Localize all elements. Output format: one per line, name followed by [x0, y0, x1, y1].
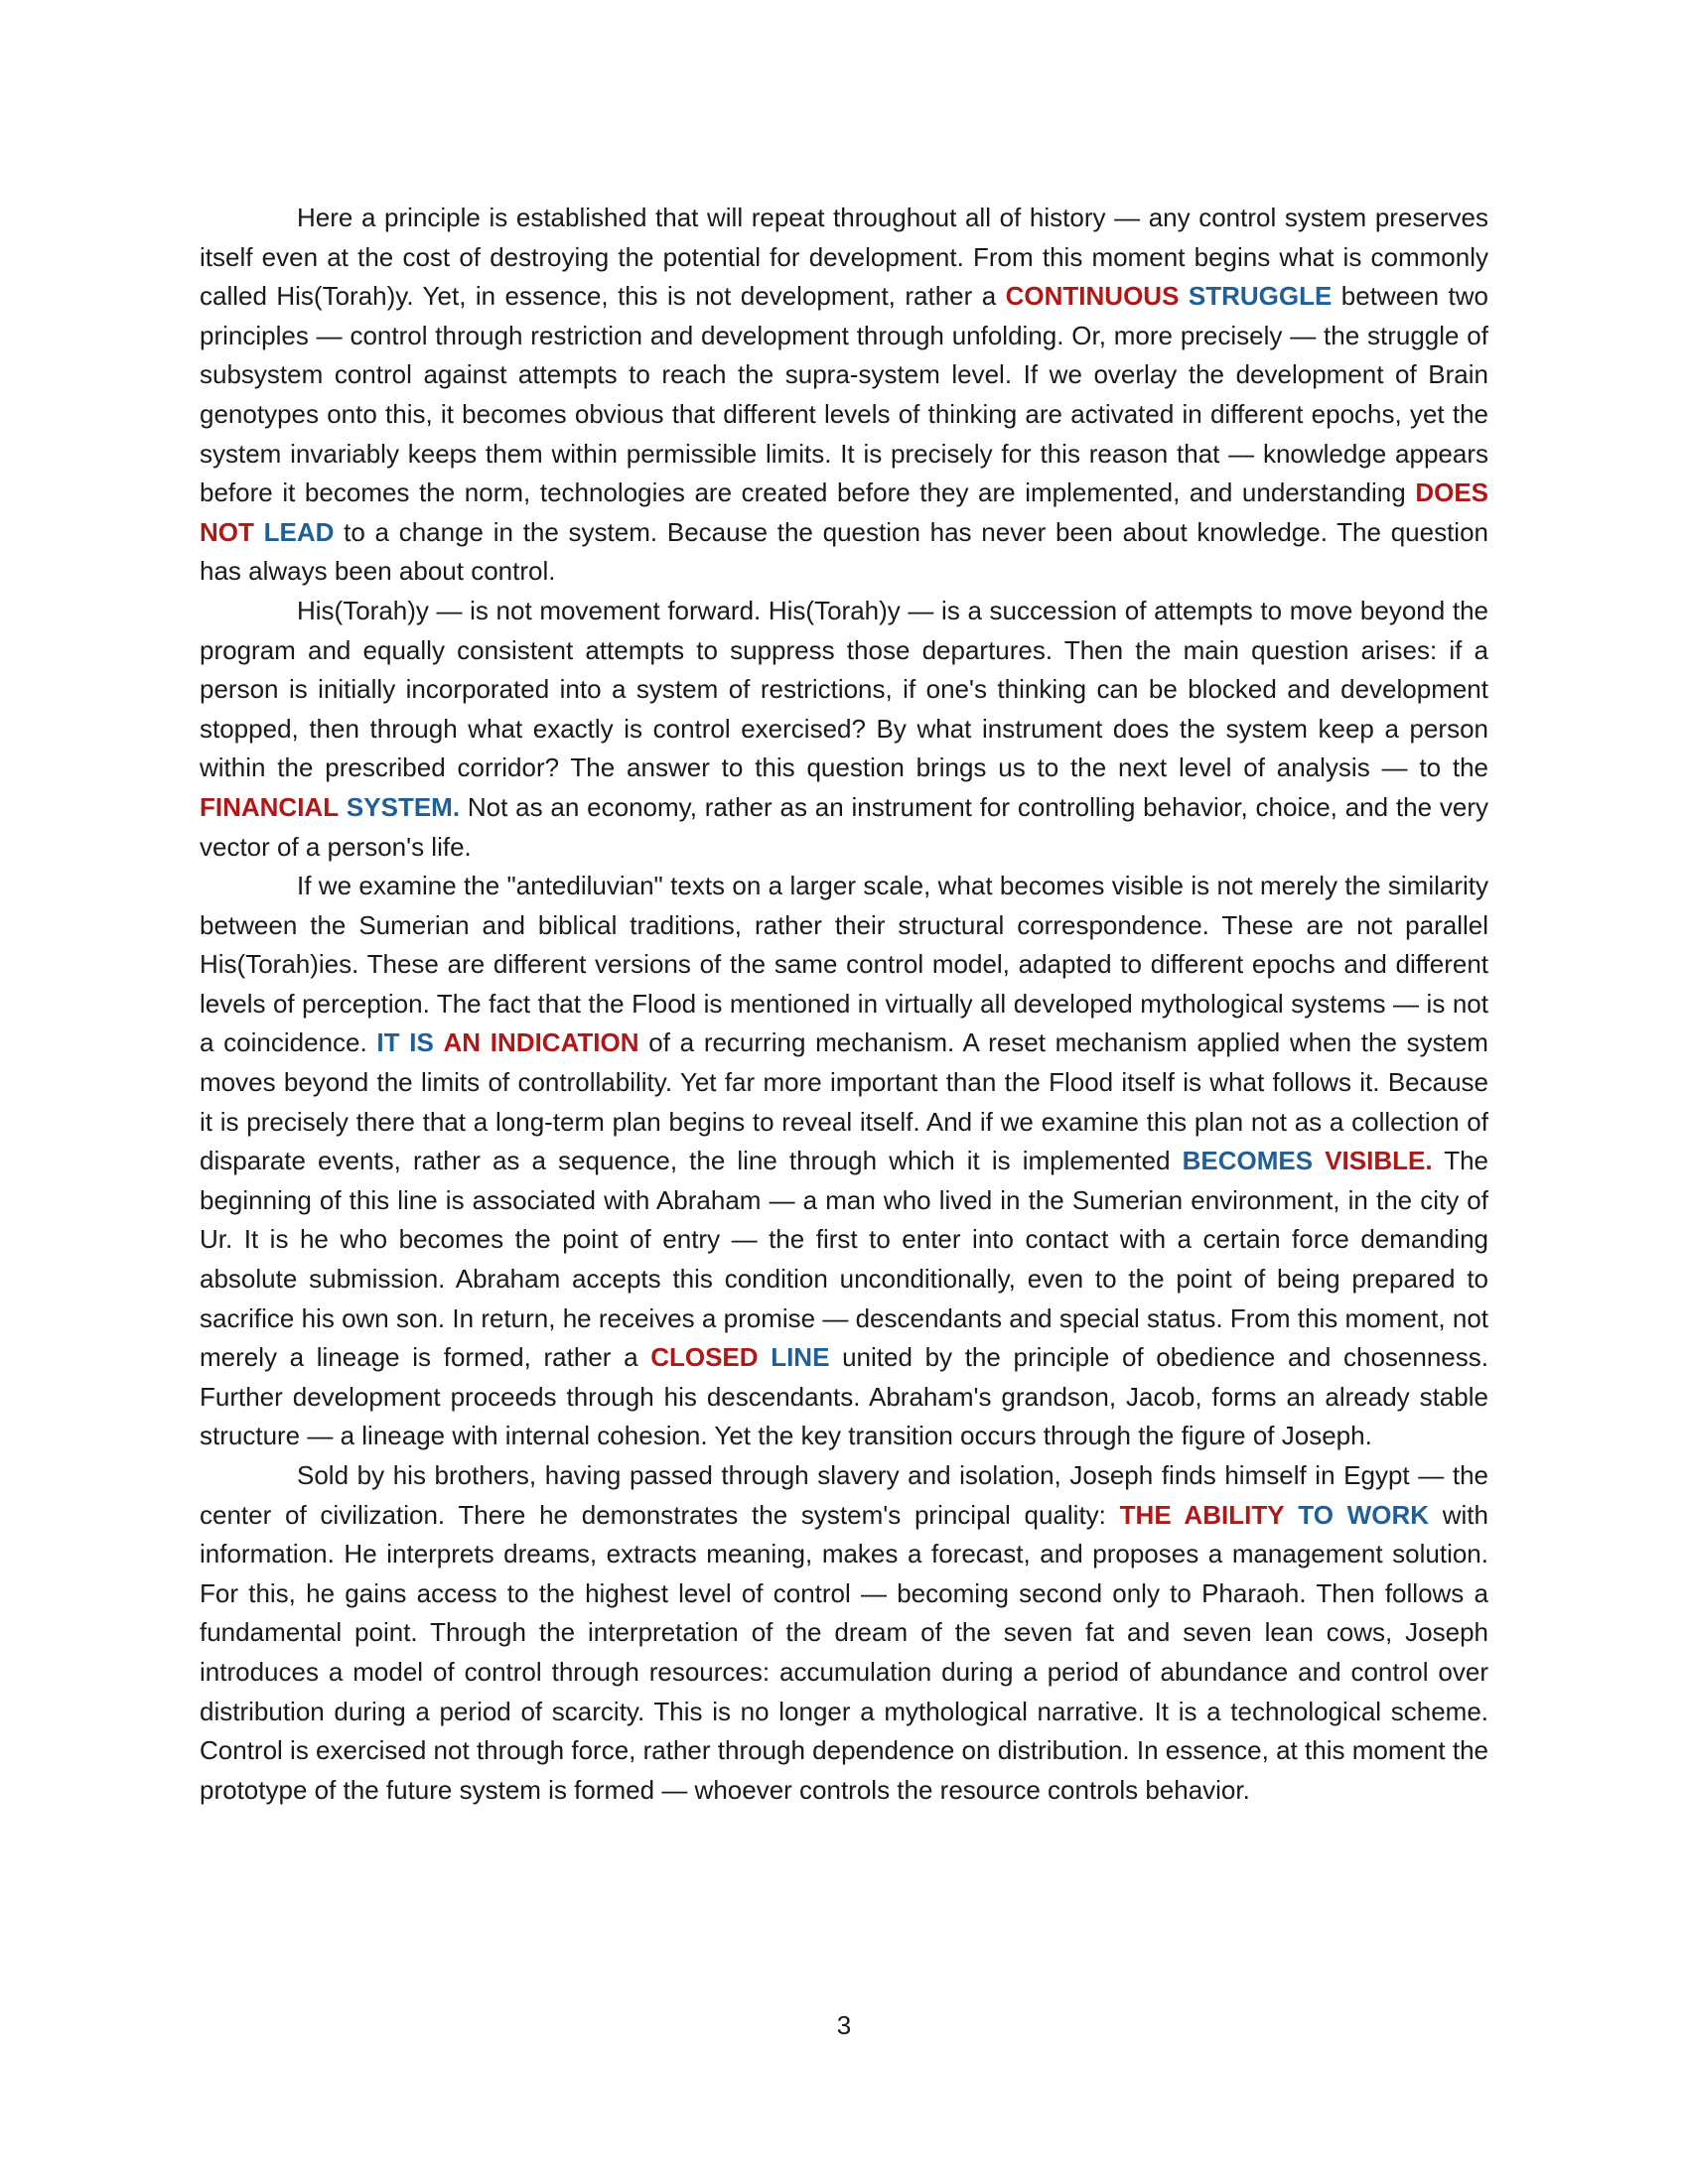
paragraph-2	[200, 592, 1488, 867]
highlight-blue: SYSTEM.	[346, 791, 461, 822]
page-number: 3	[836, 2010, 852, 2040]
paragraph-3	[200, 867, 1488, 1456]
text-run: united by the principle of obedience and chosenness. Further development proceeds through his descendants. Abraham's grandson, Jacob, forms an already stable structure — a lineage with internal cohesion. Yet the key transition occurs through the figure of Joseph.	[200, 1342, 1488, 1451]
text-run	[254, 517, 264, 547]
text-run: His(Torah)y — is not movement forward. His(Torah)y — is a succession of attempts to move beyond the program and equally consistent attempts to suppress those departures. Then the main question arises: if a person is initially incorporated into a system of restrictions, if one's thinking can be blocked and development stopped, then through what exactly is control exercised? By what instrument does the system keep a person within the prescribed corridor? The answer to this question brings us to the next level of analysis — to the	[200, 595, 1488, 783]
highlight-blue: BECOMES	[1182, 1146, 1314, 1176]
highlight-blue: LINE	[771, 1342, 830, 1373]
text-run	[1179, 281, 1188, 311]
text-run	[1313, 1146, 1325, 1175]
text-run: with information. He interprets dreams, extracts meaning, makes a forecast, and proposes a management solution. For this, he gains access to the highest level of control — becoming second only to Pharaoh. Then follows a fundamental point. Through the interpretation of the dream of the seven fat and seven lean cows, Joseph introduces a model of control through resources: accumulation during a period of abundance and control over distribution during a period of scarcity. This is no longer a mythological narrative. It is a technological scheme. Control is exercised not through force, rather through dependence on distribution. In essence, at this moment the prototype of the future system is formed — whoever controls the resource controls behavior.	[200, 1499, 1488, 1805]
text-run: of a recurring mechanism. A reset mechanism applied when the system moves beyond the limits of controllability. Yet far more important than the Flood itself is what follows it. Because it is precisely there that a long-term plan begins to reveal itself. And if we examine this plan not as a collection of disparate events, rather as a sequence, the line through which it is implemented	[200, 1027, 1488, 1176]
highlight-red: AN INDICATION	[443, 1027, 639, 1058]
highlight-red: CONTINUOUS	[1005, 281, 1180, 312]
text-run: Not as an economy, rather as an instrument for controlling behavior, choice, and the very vector of a person's life.	[200, 791, 1488, 862]
highlight-red: DOES NOT	[200, 478, 1488, 547]
paragraph-4	[200, 1456, 1488, 1810]
text-run	[339, 792, 347, 822]
paragraph-1	[200, 199, 1488, 592]
text-run: The beginning of this line is associated with Abraham — a man who lived in the Sumerian environment, in the city of Ur. It is he who becomes the point of entry — the first to enter into contact with a certain force demanding absolute submission. Abraham accepts this condition unconditionally, even to the point of being prepared to sacrifice his own son. In return, he receives a promise — descendants and special status. From this moment, not merely a lineage is formed, rather a	[200, 1146, 1488, 1373]
highlight-red: CLOSED	[650, 1342, 759, 1373]
text-run: Here a principle is established that will repeat throughout all of history — any control system preserves itself even at the cost of destroying the potential for development. From this moment begins what is commonly called His(Torah)y. Yet, in essence, this is not development, rather a	[200, 203, 1488, 312]
highlight-blue: LEAD	[263, 516, 335, 547]
highlight-red: VISIBLE.	[1325, 1146, 1433, 1176]
text-run: If we examine the "antediluvian" texts on a larger scale, what becomes visible is not merely the similarity between the Sumerian and biblical traditions, rather their structural correspondence. These are not parallel His(Torah)ies. These are different versions of the same control model, adapted to different epochs and different levels of perception. The fact that the Flood is mentioned in virtually all developed mythological systems — is not a coincidence.	[200, 871, 1488, 1058]
text-run	[434, 1027, 444, 1057]
text-run: to a change in the system. Because the question has never been about knowledge. The question has always been about control.	[200, 516, 1488, 587]
text-run: between two principles — control through restriction and development through unfolding. Or, more precisely — the struggle of subsystem control against attempts to reach the supra-system level. If we overlay the development of Brain genotypes onto this, it becomes obvious that different levels of thinking are activated in different epochs, yet the system invariably keeps them within permissible limits. It is precisely for this reason that — knowledge appears before it becomes the norm, technologies are created before they are implemented, and understanding	[200, 281, 1488, 508]
text-run: Sold by his brothers, having passed through slavery and isolation, Joseph finds himself in Egypt — the center of civilization. There he demonstrates the system's principal quality:	[200, 1460, 1488, 1530]
text-run	[759, 1342, 772, 1372]
highlight-red: FINANCIAL	[200, 791, 340, 822]
text-run	[1285, 1500, 1299, 1530]
body-text	[200, 199, 1488, 1810]
highlight-blue: TO WORK	[1298, 1499, 1429, 1530]
highlight-blue: IT IS	[376, 1027, 434, 1058]
highlight-red: THE ABILITY	[1119, 1499, 1285, 1530]
highlight-blue: STRUGGLE	[1188, 281, 1333, 312]
